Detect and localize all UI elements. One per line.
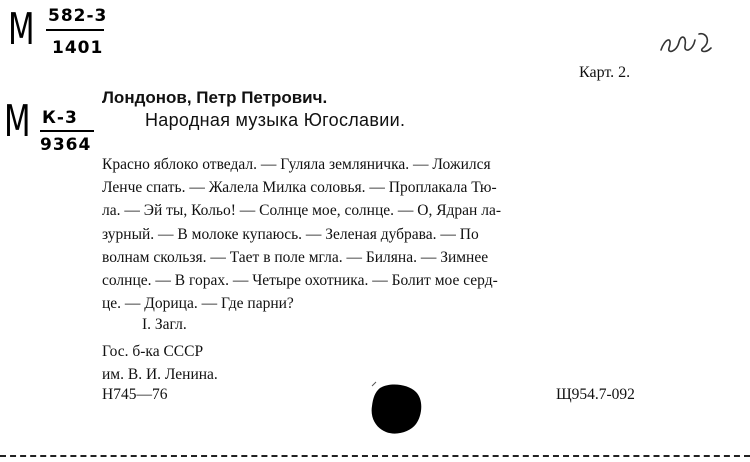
work-title: Народная музыка Югославии. (145, 110, 406, 130)
shelfmark-top-divider (46, 29, 104, 31)
shelfmark-side-numerator: К-3 (42, 108, 78, 128)
shelfmark-side-denominator: 9364 (40, 135, 92, 155)
classification-mark: Щ954.7-092 (556, 386, 635, 403)
shelfmark-top-letter: М (8, 4, 36, 55)
pencil-scribble-mark (655, 26, 715, 60)
contents-line: зурный. — В молоке купаюсь. — Зеленая дубрава. — По (102, 225, 479, 243)
contents-note (102, 153, 658, 315)
card-number: Карт. 2. (579, 64, 631, 81)
ink-blot-stamp (366, 380, 426, 436)
shelfmark-top-denominator: 1401 (52, 38, 104, 58)
contents-line: солнце. — В горах. — Четыре охотника. — Болит мое серд- (102, 272, 498, 290)
contents-line: Ленче спать. — Жалела Милка соловья. — Проплакала Тю- (102, 179, 497, 197)
shelfmark-side-divider (40, 130, 94, 132)
library-line: им. В. И. Ленина. (102, 366, 218, 383)
shelfmark-top-numerator: 582-3 (48, 6, 108, 26)
order-number: Н745—76 (102, 386, 168, 403)
author-heading: Лондонов, Петр Петрович. (102, 88, 328, 107)
contents-line: це. — Дорица. — Где парни? (102, 295, 294, 313)
contents-line: волнам скользя. — Тает в поле мгла. — Биляна. — Зимнее (102, 248, 489, 266)
contents-line: ла. — Эй ты, Кольо! — Солнце мое, солнце. — О, Ядран ла- (102, 202, 501, 220)
library-line: Гос. б-ка СССР (102, 343, 204, 360)
card-bottom-border (0, 455, 750, 457)
tracing-note: I. Загл. (142, 316, 187, 333)
library-stamp-text (102, 340, 218, 386)
shelfmark-side-letter: М (4, 96, 32, 147)
contents-line: Красно яблоко отведал. — Гуляла земляничка. — Ложился (102, 156, 491, 173)
